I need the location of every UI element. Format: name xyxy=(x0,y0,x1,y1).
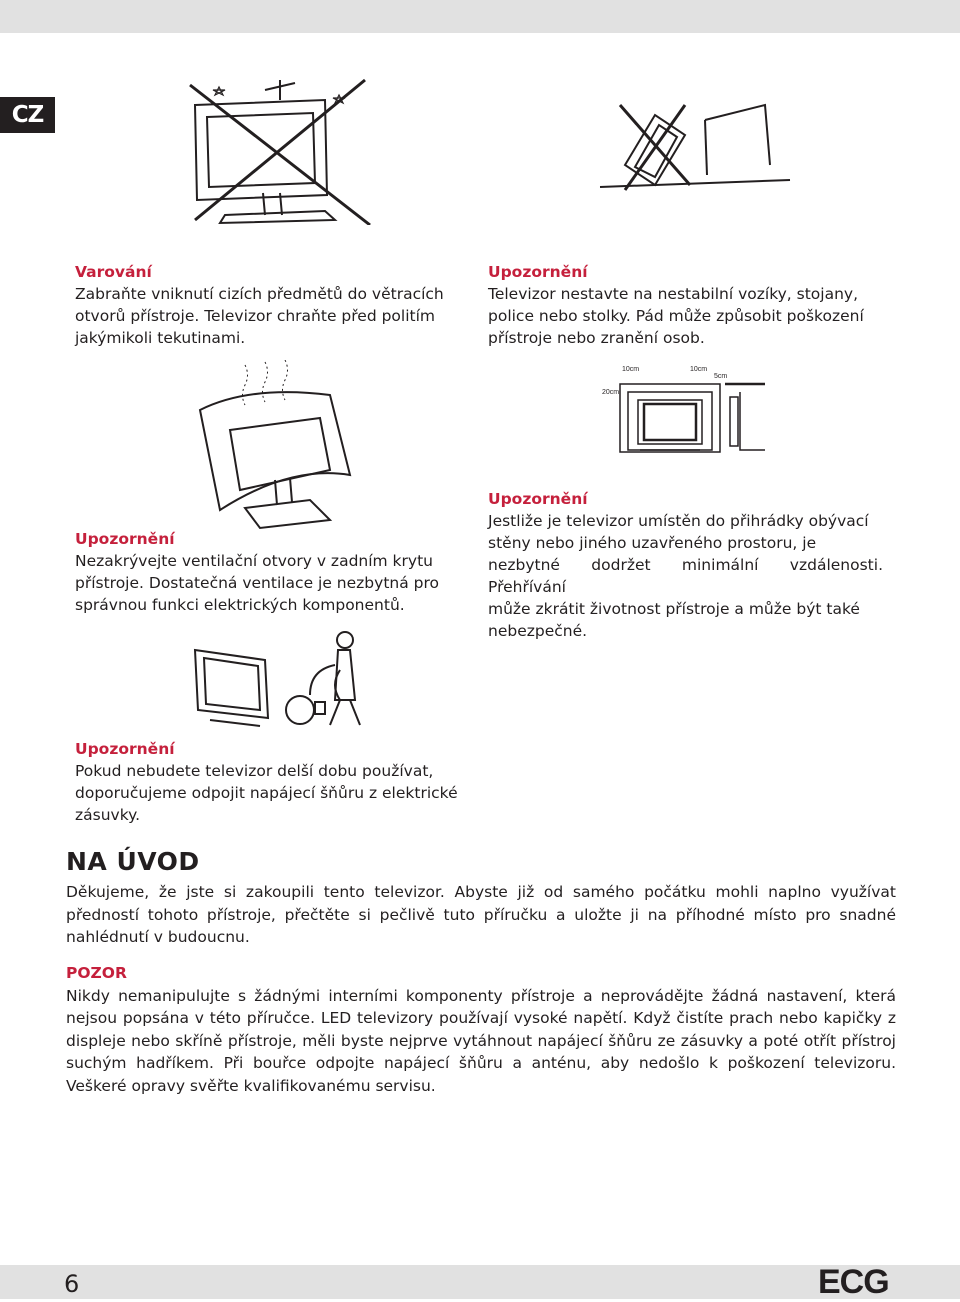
warning4-title: Upozornění xyxy=(488,490,588,508)
warning2-line: přístroje nebo zranění osob. xyxy=(488,329,705,347)
figure-minimum-distances xyxy=(600,362,770,462)
warning1-title: Varování xyxy=(75,263,152,281)
warning5-title: Upozornění xyxy=(75,740,175,758)
top-bar xyxy=(0,0,960,33)
warning2-title: Upozornění xyxy=(488,263,588,281)
caution-text: Nikdy nemanipulujte s žádnými interními komponenty přístroje a neprovádějte žádná nastavení, která nejsou popsána v této příručce. LED televizory používají vysoké napětí. Když čistíte prach nebo kapičky z displeje nebo skříně přístroje, měli byste nejprve vytáhnout napájecí šňůru ze zásuvky a poté otřít přístroj suchým hadříkem. Při bouřce odpojte napájecí šňůru a anténu, aby nedošlo k poškození televizoru. Veškeré opravy svěřte kvalifikovanému servisu. xyxy=(66,986,896,1095)
warning3-line: přístroje. Dostatečná ventilace je nezbytná pro xyxy=(75,574,440,592)
warning5-line: doporučujeme odpojit napájecí šňůru z elektrické xyxy=(75,784,458,802)
warning4-line: nezbytné dodržet minimální vzdálenosti. Přehřívání xyxy=(488,556,883,596)
warning5-line: zásuvky. xyxy=(75,806,141,824)
figure-no-liquids xyxy=(185,75,375,225)
warning1-line: jakýmikoli tekutinami. xyxy=(75,329,246,347)
brand-logo: ECG xyxy=(818,1263,889,1301)
warning2-line: police nebo stolky. Pád může způsobit poškození xyxy=(488,307,864,325)
warning1-line: otvorů přístroje. Televizor chraňte před politím xyxy=(75,307,436,325)
warning4-line: může zkrátit životnost přístroje a může být také xyxy=(488,600,860,618)
intro-title: NA ÚVOD xyxy=(66,847,200,876)
figure-unplug xyxy=(190,630,370,730)
warning1-line: Zabraňte vniknutí cizích předmětů do větracích xyxy=(75,285,444,303)
warning5-line: Pokud nebudete televizor delší dobu používat, xyxy=(75,762,434,780)
warning3-title: Upozornění xyxy=(75,530,175,548)
caution-title: POZOR xyxy=(66,964,127,982)
page-number: 6 xyxy=(64,1270,80,1298)
warning3-line: správnou funkci elektrických komponentů. xyxy=(75,596,405,614)
distance-label-top-right: 10cm xyxy=(690,366,708,373)
warning3-line: Nezakrývejte ventilační otvory v zadním krytu xyxy=(75,552,433,570)
warning4-line: nebezpečné. xyxy=(488,622,588,640)
distance-label-side: 5cm xyxy=(714,373,728,380)
warning2-line: Televizor nestavte na nestabilní vozíky, stojany, xyxy=(488,285,859,303)
distance-label-top-left: 10cm xyxy=(622,366,640,373)
intro-text: Děkujeme, že jste si zakoupili tento televizor. Abyste již od samého počátku mohli naplno využívat předností tohoto přístroje, přečtěte si pečlivě tuto příručku a uložte ji na příhodné místo pro snadné nahlédnutí v budoucnu. xyxy=(66,883,896,946)
warning4-line: Jestliže je televizor umístěn do přihrádky obývací xyxy=(488,512,869,530)
figure-unstable-stand xyxy=(595,95,795,195)
bottom-bar xyxy=(0,1265,960,1299)
warning4-line: stěny nebo jiného uzavřeného prostoru, je xyxy=(488,534,817,552)
language-tag: CZ xyxy=(0,97,55,133)
distance-label-left: 20cm xyxy=(602,389,620,396)
figure-covered-vents xyxy=(190,360,360,530)
